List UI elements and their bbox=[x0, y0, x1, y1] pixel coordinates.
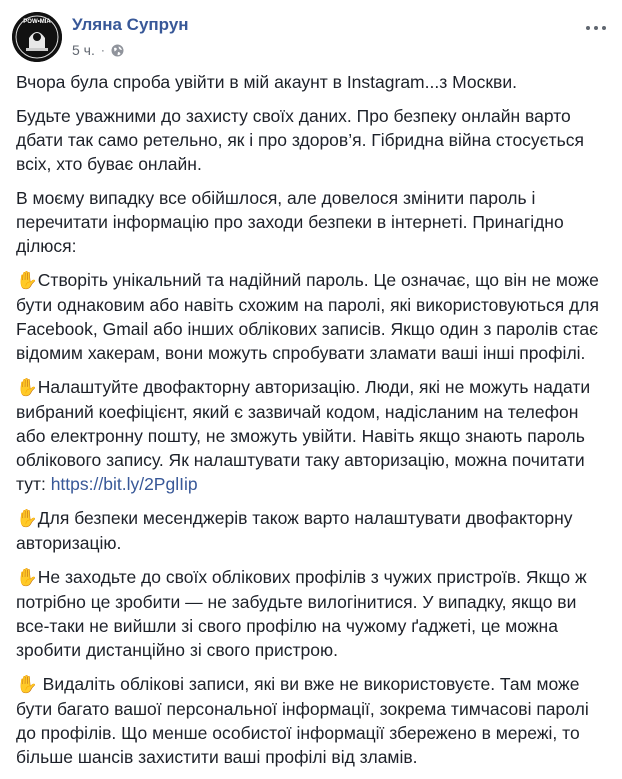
post-content bbox=[16, 70, 606, 779]
more-options-button[interactable] bbox=[582, 18, 610, 38]
post-paragraph: Вчора була спроба увійти в мій акаунт в Instagram...з Москви. bbox=[16, 72, 517, 92]
raised-hand-icon: ✋ bbox=[16, 509, 38, 529]
raised-hand-icon: ✋ bbox=[16, 271, 38, 291]
post-paragraph: ✋Для безпеки месенджерів також варто налаштувати двофакторну авторизацію. bbox=[16, 508, 573, 553]
author-name[interactable]: Уляна Супрун bbox=[72, 15, 189, 34]
separator-dot: · bbox=[100, 43, 105, 57]
post-meta bbox=[72, 42, 124, 58]
raised-hand-icon: ✋ bbox=[16, 568, 38, 588]
post-paragraph: ✋Налаштуйте двофакторну авторизацію. Люди, які не можуть надати вибраний коефіцієнт, який є зазвичай кодом, надісланим на телефон або електронну пошту, не зможуть увійти. Навіть якщо знають пароль облікового запису. Як налаштувати таку авторизацію, можна почитати тут: https://bit.ly/2PglIip bbox=[16, 377, 591, 494]
post-paragraph: ✋Створіть унікальний та надійний пароль. Це означає, що він не може бути однаковим або навіть схожим на паролі, які використовуються для Facebook, Gmail або інших облікових записів. Якщо один з паролів стає відомим хакерам, вони можуть спробувати зламати ваші інші профілі. bbox=[16, 270, 599, 363]
post-paragraph: Будьте уважними до захисту своїх даних. Про безпеку онлайн варто дбати так само ретельно, як і про здоров’я. Гібридна війна стосується всіх, хто буває онлайн. bbox=[16, 106, 584, 174]
post-paragraph: В моєму випадку все обійшлося, але довелося змінити пароль і перечитати інформацію про заходи безпеки в інтернеті. Принагідно ділюся: bbox=[16, 188, 564, 256]
globe-icon bbox=[111, 44, 124, 57]
raised-hand-icon: ✋ bbox=[16, 378, 38, 398]
raised-hand-icon: ✋ bbox=[16, 675, 38, 695]
pow-mia-logo bbox=[12, 12, 62, 62]
avatar[interactable] bbox=[12, 12, 62, 62]
link-bitly[interactable]: https://bit.ly/2PglIip bbox=[50, 474, 198, 494]
avatar-text: POW•MIA bbox=[23, 19, 51, 25]
post-paragraph: ✋ Видаліть облікові записи, які ви вже не використовуєте. Там може бути багато вашої персональної інформації, зокрема тимчасові паролі до профілів. Що менше особистої інформації збережено в мережі, то більше шансів захистити ваші профілі від зламів. bbox=[16, 674, 589, 767]
post-header bbox=[12, 12, 610, 64]
post-time[interactable]: 5 ч. bbox=[72, 42, 95, 58]
post-paragraph: ✋Не заходьте до своїх облікових профілів з чужих пристроїв. Якщо ж потрібно це зробити — не забудьте вилогінитися. У випадку, якщо ви все-таки не вийшли зі свого профілю на чужому ґаджеті, це можна зробити дистанційно зі свого пристрою. bbox=[16, 567, 587, 660]
